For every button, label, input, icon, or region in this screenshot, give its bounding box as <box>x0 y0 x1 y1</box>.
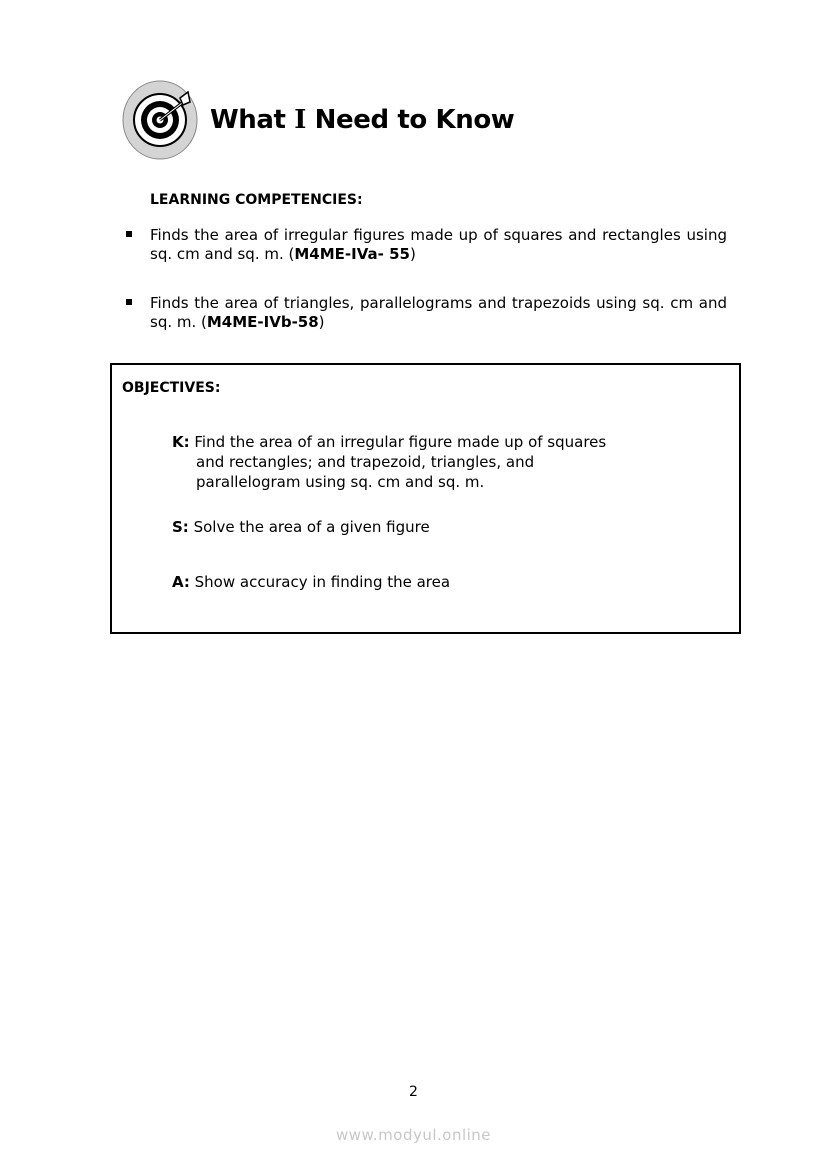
target-icon <box>122 80 198 160</box>
competency-close: ) <box>318 313 325 331</box>
title-part-roman: I <box>294 105 306 135</box>
objectives-box <box>110 363 741 634</box>
competency-text: Finds the area of triangles, parallelograms and trapezoids using sq. cm and sq. m. ( <box>150 294 727 331</box>
objective-attitude <box>172 572 652 592</box>
objective-text: Solve the area of a given figure <box>188 518 430 536</box>
objective-skill <box>172 517 652 537</box>
watermark: www.modyul.online <box>335 1126 492 1144</box>
competency-text: Finds the area of irregular figures made up of squares and rectangles using sq. cm and sq. m. ( <box>150 226 727 263</box>
objective-line-1: Find the area of an irregular figure made up of squares <box>189 433 607 451</box>
objective-key: K: <box>172 433 190 451</box>
section-header <box>122 80 514 160</box>
objective-key: S: <box>172 518 189 536</box>
objective-line-3: parallelogram using sq. cm and sq. m. <box>196 473 485 491</box>
competency-code: M4ME-IVb-58 <box>206 313 319 331</box>
competency-item <box>126 294 727 332</box>
competencies-heading: LEARNING COMPETENCIES: <box>150 192 363 208</box>
objective-line-2: and rectangles; and trapezoid, triangles, and <box>196 453 535 471</box>
page-title <box>210 105 514 135</box>
competency-item <box>126 226 727 264</box>
objective-key: A: <box>172 573 190 591</box>
objective-text: Show accuracy in finding the area <box>189 573 451 591</box>
bullet-square-icon <box>126 299 132 305</box>
competency-code: M4ME-IVa- 55 <box>294 245 410 263</box>
bullet-square-icon <box>126 231 132 237</box>
objectives-heading: OBJECTIVES: <box>122 380 221 396</box>
page-number: 2 <box>409 1084 418 1100</box>
title-part-after: Need to Know <box>305 105 515 135</box>
competency-close: ) <box>409 245 416 263</box>
title-part-before: What <box>210 105 295 135</box>
objective-knowledge <box>172 432 652 492</box>
